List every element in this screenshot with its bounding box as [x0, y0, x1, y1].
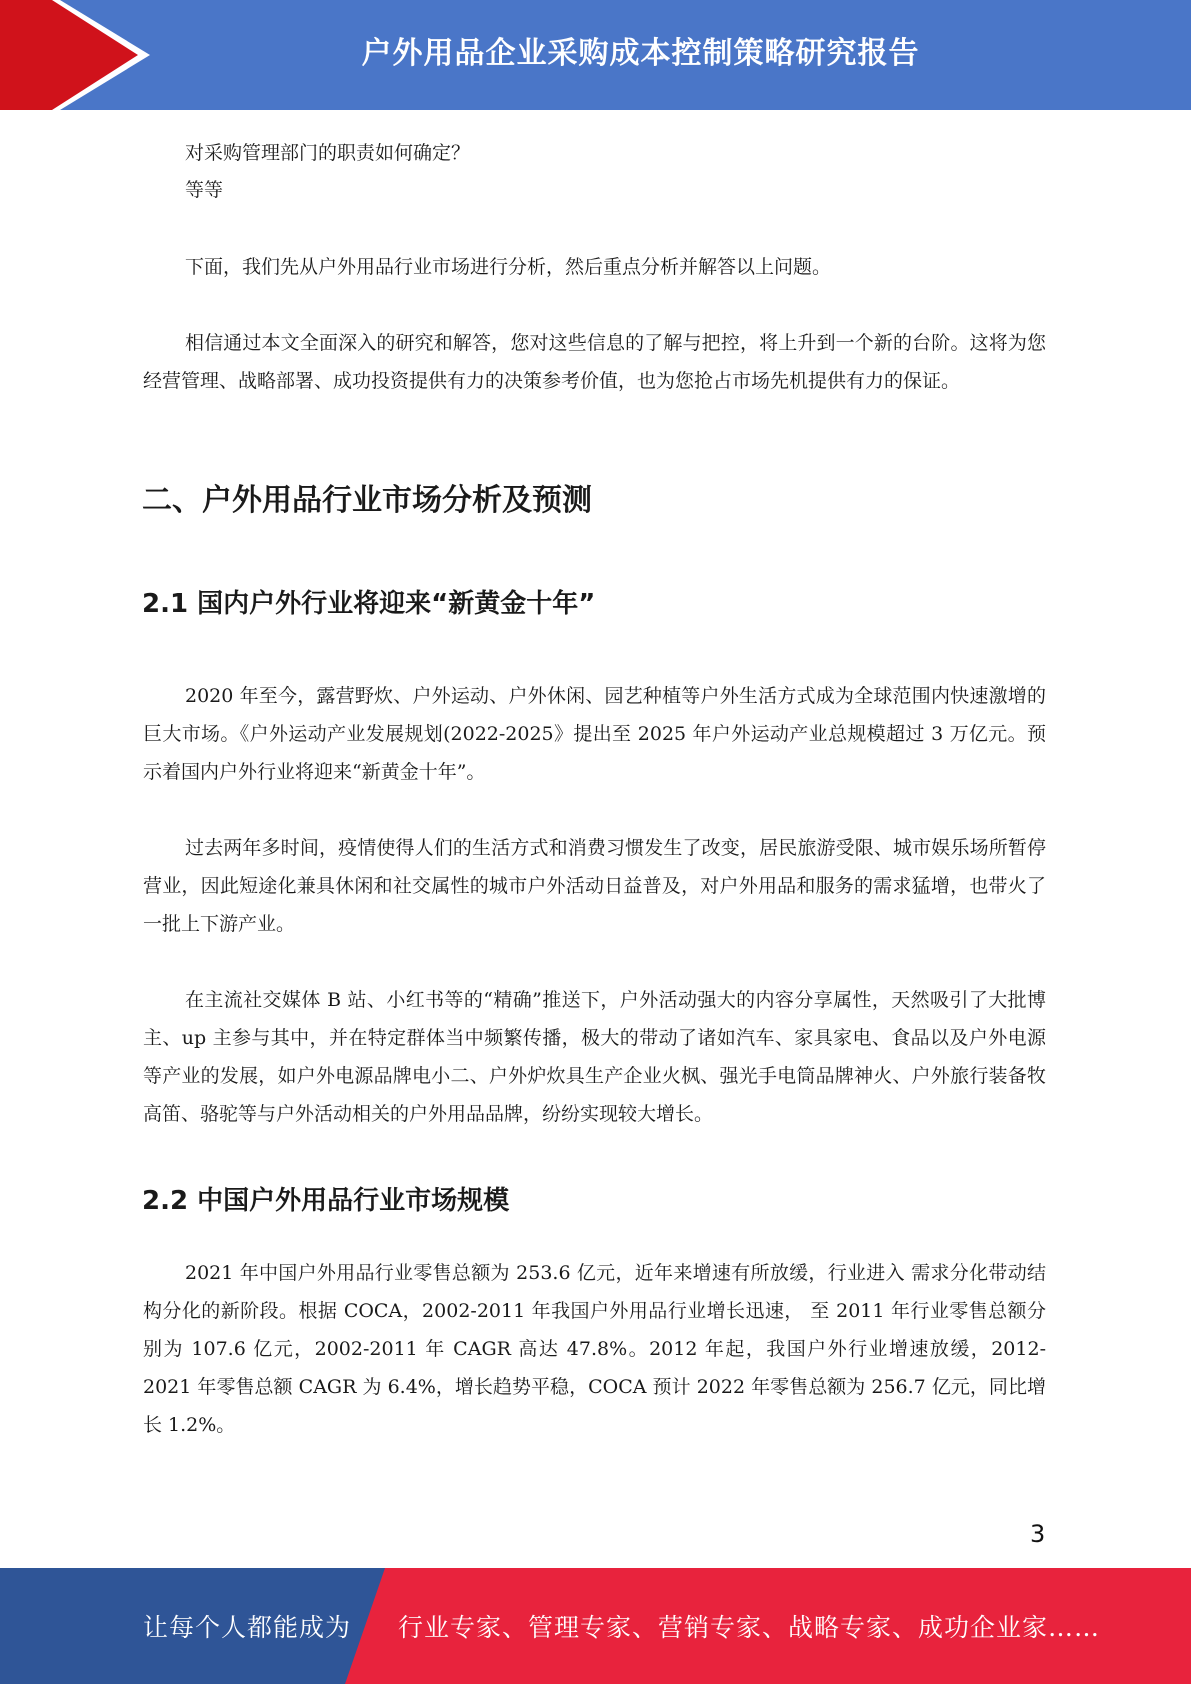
subsection-2-2-paragraph-1: 2021 年中国户外用品行业零售总额为 253.6 亿元，近年来增速有所放缓，行业进入 需求分化带动结构分化的新阶段。根据 COCA，2002-2011 年我国户外用品行业增长迅速， 至 2011 年行业零售总额分别为 107.6 亿元，2002-2011 年 CAGR 高达 47.8%。2012 年起，我国户外行业增速放缓，2012-2021 年零售总额 CAGR 为 6.4%，增长趋势平稳，COCA 预计 2022 年零售总额为 256.7 亿元，同比增长 1.2%。 [143, 1262, 1046, 1436]
intro-line-1: 对采购管理部门的职责如何确定？ [185, 142, 471, 164]
subsection-2-1-paragraph-3: 在主流社交媒体 B 站、小红书等的“精确”推送下，户外活动强大的内容分享属性，天然吸引了大批博主、up 主参与其中，并在特定群体当中频繁传播，极大的带动了诸如汽车、家具家电、食品以及户外电源等产业的发展，如户外电源品牌电小二、户外炉炊具生产企业火枫、强光手电筒品牌神火、户外旅行装备牧高笛、骆驼等与户外活动相关的户外用品品牌，纷纷实现较大增长。 [143, 989, 1046, 1125]
intro-line-2: 等等 [185, 179, 224, 201]
report-title: 户外用品企业采购成本控制策略研究报告 [361, 36, 920, 71]
page-footer [0, 1568, 1191, 1684]
subsection-2-2-heading: 2.2 中国户外用品行业市场规模 [142, 1186, 510, 1216]
intro-paragraph-1: 下面，我们先从户外用品行业市场进行分析，然后重点分析并解答以上问题。 [185, 256, 832, 278]
page-number: 3 [1030, 1520, 1046, 1548]
footer-slogan-right: 行业专家、管理专家、营销专家、战略专家、成功企业家…… [398, 1613, 1101, 1642]
subsection-2-1-heading: 2.1 国内户外行业将迎来“新黄金十年” [142, 589, 596, 619]
section-heading: 二、户外用品行业市场分析及预测 [142, 483, 592, 518]
subsection-2-1-paragraph-1: 2020 年至今，露营野炊、户外运动、户外休闲、园艺种植等户外生活方式成为全球范围内快速激增的巨大市场。《户外运动产业发展规划(2022-2025》提出至 2025 年户外运动产业总规模超过 3 万亿元。预示着国内户外行业将迎来“新黄金十年”。 [143, 685, 1046, 783]
intro-paragraph-2: 相信通过本文全面深入的研究和解答，您对这些信息的了解与把控，将上升到一个新的台阶。这将为您经营管理、战略部署、成功投资提供有力的决策参考价值，也为您抢占市场先机提供有力的保证。 [143, 332, 1046, 392]
footer-slogan-left: 让每个人都能成为 [143, 1613, 352, 1642]
subsection-2-1-paragraph-2: 过去两年多时间，疫情使得人们的生活方式和消费习惯发生了改变，居民旅游受限、城市娱乐场所暂停营业，因此短途化兼具休闲和社交属性的城市户外活动日益普及，对户外用品和服务的需求猛增，也带火了一批上下游产业。 [143, 837, 1046, 935]
header-arrow-decoration [0, 0, 160, 110]
page-header [0, 0, 1191, 110]
